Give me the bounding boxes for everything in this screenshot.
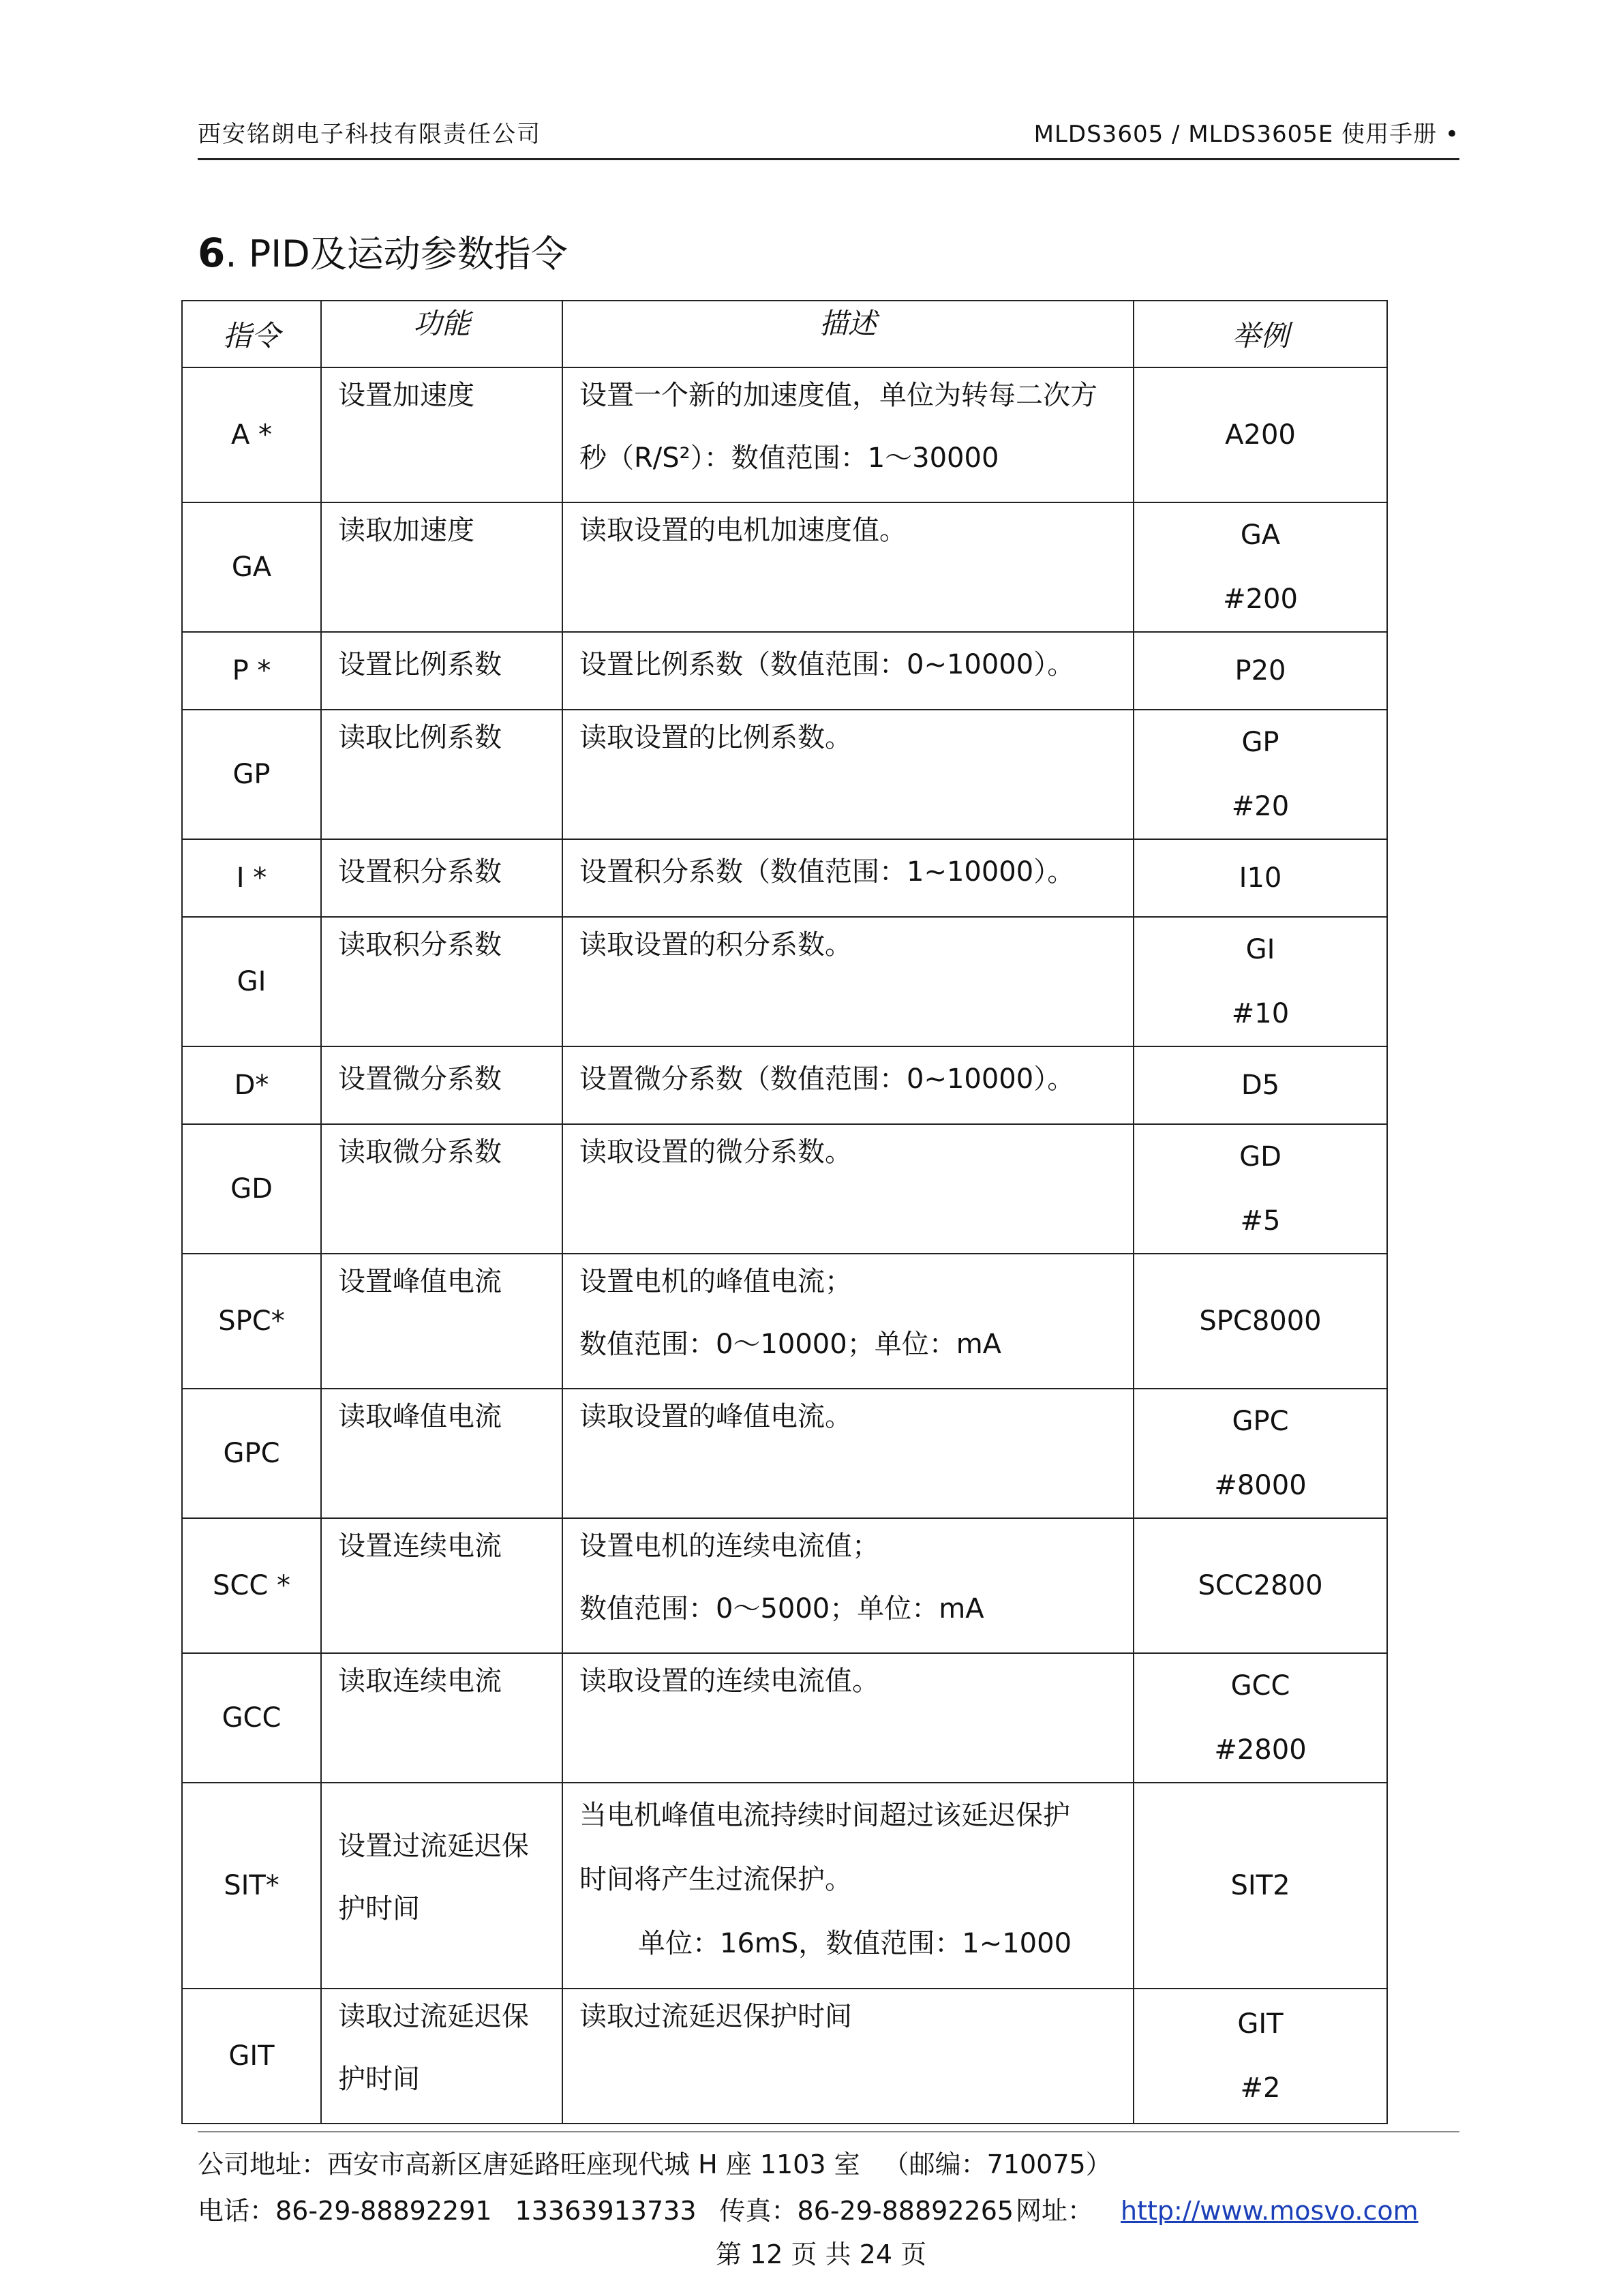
example-line: GD (1239, 1141, 1281, 1173)
example-line: GI (1245, 934, 1275, 965)
cell-description (562, 367, 1134, 502)
cell-example (1134, 1783, 1387, 1989)
example-line: SPC8000 (1199, 1305, 1322, 1337)
example-line: I10 (1239, 862, 1282, 894)
page-header (198, 115, 1459, 160)
table-row (182, 710, 1387, 839)
description-line: 时间将产生过流保护。 (579, 1864, 852, 1895)
description-line: 设置微分系数（数值范围：0~10000）。 (579, 1063, 1075, 1095)
section-heading (198, 225, 568, 277)
cell-description (562, 710, 1134, 839)
footer-phone: 电话：86-29-88892291 (198, 2196, 492, 2226)
description-line: 读取过流延迟保护时间 (579, 2001, 852, 2032)
description-line: 读取设置的积分系数。 (579, 929, 852, 961)
cell-command: GP (182, 710, 321, 839)
example-line: GP (1241, 727, 1279, 758)
col-header-command: 指令 (182, 301, 321, 367)
col-header-function: 功能 (321, 301, 562, 367)
cell-function (321, 502, 562, 632)
cell-command: GCC (182, 1653, 321, 1783)
cell-command: SCC * (182, 1518, 321, 1653)
description-line: 设置比例系数（数值范围：0~10000）。 (579, 649, 1075, 680)
cell-command: SPC* (182, 1254, 321, 1389)
description-line: 读取设置的比例系数。 (579, 722, 852, 753)
table-row (182, 1653, 1387, 1783)
footer-fax: 传真：86-29-88892265 (719, 2196, 1014, 2226)
table-row (182, 1989, 1387, 2124)
description-line: 设置电机的峰值电流； (579, 1266, 852, 1297)
cell-example (1134, 1046, 1387, 1124)
cell-function (321, 1124, 562, 1254)
description-line: 读取设置的电机加速度值。 (579, 515, 907, 546)
example-line: GIT (1237, 2008, 1284, 2040)
cell-function (321, 367, 562, 502)
company-name: 西安铭朗电子科技有限责任公司 (198, 121, 541, 148)
description-line: 设置一个新的加速度值，单位为转每二次方 (579, 380, 1097, 411)
cell-function (321, 1653, 562, 1783)
footer-website-link[interactable]: http://www.mosvo.com (1121, 2196, 1419, 2226)
cell-command: P * (182, 632, 321, 710)
example-line: #10 (1231, 998, 1290, 1029)
section-title-text: . PID及运动参数指令 (225, 232, 568, 275)
function-text: 设置过流延迟保护时间 (338, 1830, 529, 1924)
description-line: 设置电机的连续电流值； (579, 1530, 879, 1562)
cell-example (1134, 1989, 1387, 2124)
example-line: #2 (1240, 2072, 1281, 2104)
function-text: 设置加速度 (338, 380, 474, 411)
table-row (182, 1389, 1387, 1518)
function-text: 读取连续电流 (338, 1665, 502, 1697)
cell-example (1134, 502, 1387, 632)
description-line: 数值范围：0～5000；单位：mA (579, 1593, 984, 1625)
page-footer (198, 2131, 1459, 2269)
table-row (182, 1254, 1387, 1389)
table-row (182, 1783, 1387, 1989)
cell-function (321, 1783, 562, 1989)
function-text: 设置积分系数 (338, 856, 502, 888)
footer-contact-row (198, 2190, 1459, 2227)
function-text: 读取比例系数 (338, 722, 502, 753)
section-number: 6 (198, 230, 226, 276)
manual-title: MLDS3605 / MLDS3605E 使用手册 • (1033, 121, 1459, 148)
cell-description (562, 1783, 1134, 1989)
description-line: 读取设置的峰值电流。 (579, 1401, 852, 1432)
cell-example (1134, 839, 1387, 917)
cell-example (1134, 1389, 1387, 1518)
cell-example (1134, 1254, 1387, 1389)
function-text: 读取过流延迟保护时间 (338, 2001, 529, 2095)
cell-command: A * (182, 367, 321, 502)
example-line: A200 (1225, 419, 1296, 451)
cell-example (1134, 367, 1387, 502)
table-body (182, 367, 1387, 2124)
cell-example (1134, 1124, 1387, 1254)
function-text: 读取积分系数 (338, 929, 502, 961)
cell-description (562, 1124, 1134, 1254)
cell-function (321, 917, 562, 1046)
example-line: SIT2 (1230, 1870, 1290, 1901)
page-number: 第 12 页 共 24 页 (716, 2239, 927, 2269)
cell-command: GIT (182, 1989, 321, 2124)
cell-example (1134, 710, 1387, 839)
cell-function (321, 710, 562, 839)
cell-description (562, 1518, 1134, 1653)
cell-function (321, 1254, 562, 1389)
footer-address: 公司地址：西安市高新区唐延路旺座现代城 H 座 1103 室 (198, 2149, 860, 2179)
example-line: GA (1240, 519, 1281, 551)
description-line: 读取设置的连续电流值。 (579, 1665, 879, 1697)
cell-command: D* (182, 1046, 321, 1124)
cell-command: SIT* (182, 1783, 321, 1989)
col-header-example: 举例 (1134, 301, 1387, 367)
cell-description (562, 1653, 1134, 1783)
function-text: 设置微分系数 (338, 1063, 502, 1095)
cell-description (562, 917, 1134, 1046)
example-line: #5 (1240, 1205, 1281, 1237)
cell-description (562, 1389, 1134, 1518)
table-row (182, 917, 1387, 1046)
footer-postcode: （邮编：710075） (883, 2149, 1112, 2179)
footer-address-row (198, 2143, 1112, 2181)
example-line: D5 (1241, 1070, 1280, 1101)
cell-example (1134, 917, 1387, 1046)
cell-command: GI (182, 917, 321, 1046)
footer-mobile: 13363913733 (515, 2196, 697, 2226)
function-text: 读取峰值电流 (338, 1401, 502, 1432)
footer-web-label: 网址： (1016, 2196, 1094, 2226)
cell-description (562, 1989, 1134, 2124)
example-line: SCC2800 (1198, 1570, 1323, 1601)
description-line: 设置积分系数（数值范围：1~10000）。 (579, 856, 1075, 888)
description-line: 读取设置的微分系数。 (579, 1136, 852, 1168)
cell-function (321, 1389, 562, 1518)
description-line: 单位：16mS，数值范围：1~1000 (638, 1928, 1072, 1959)
cell-example (1134, 632, 1387, 710)
cell-description (562, 502, 1134, 632)
cell-function (321, 1989, 562, 2124)
table-row (182, 367, 1387, 502)
function-text: 设置连续电流 (338, 1530, 502, 1562)
cell-command: GA (182, 502, 321, 632)
example-line: #2800 (1214, 1734, 1307, 1766)
example-line: #200 (1223, 584, 1298, 615)
function-text: 读取微分系数 (338, 1136, 502, 1168)
cell-example (1134, 1653, 1387, 1783)
function-text: 读取加速度 (338, 515, 474, 546)
example-line: #8000 (1214, 1470, 1307, 1501)
example-line: GPC (1232, 1406, 1289, 1437)
cell-function (321, 1518, 562, 1653)
example-line: GCC (1230, 1670, 1290, 1702)
function-text: 设置峰值电流 (338, 1266, 502, 1297)
function-text: 设置比例系数 (338, 649, 502, 680)
table-row (182, 1518, 1387, 1653)
table-row (182, 502, 1387, 632)
description-line: 数值范围：0～10000；单位：mA (579, 1329, 1002, 1360)
cell-example (1134, 1518, 1387, 1653)
description-line: 秒（R/S²）：数值范围：1～30000 (579, 442, 999, 474)
cell-command: I * (182, 839, 321, 917)
col-header-description: 描述 (562, 301, 1134, 367)
cell-command: GD (182, 1124, 321, 1254)
description-line: 当电机峰值电流持续时间超过该延迟保护 (579, 1800, 1070, 1831)
example-line: #20 (1231, 791, 1290, 822)
example-line: P20 (1234, 655, 1286, 686)
command-table (181, 300, 1388, 2124)
table-row (182, 1124, 1387, 1254)
cell-description (562, 1254, 1134, 1389)
cell-command: GPC (182, 1389, 321, 1518)
